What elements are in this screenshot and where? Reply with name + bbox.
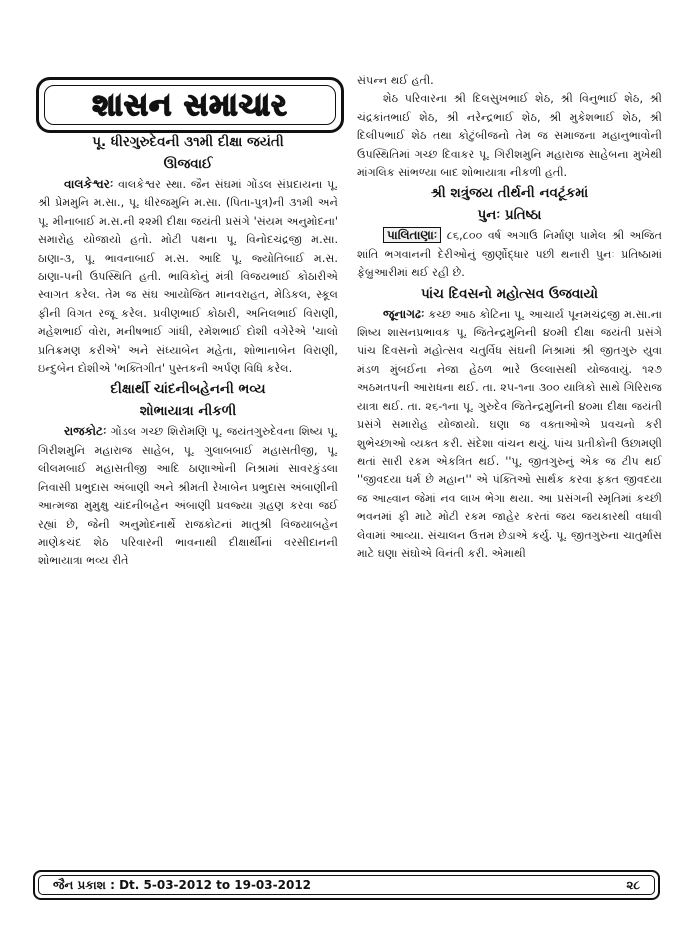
article4-heading: પાંચ દિવસનો મહોત્સવ ઉજવાયો: [421, 285, 598, 302]
masthead-title: શાસન સમાચાર: [92, 87, 288, 123]
article2-body: ગોંડલ ગચ્છ શિરોમણિ પૂ. જયંતગુરુદેવના શિષ્ય પૂ. ગિરીશમુનિ મહારાજ સાહેબ, પૂ. ગુલાબબાઈ મહાસતીજી, પૂ. લીલમબાઈ મહાસતીજી આદિ ઠાણાઓની નિશ્રામાં સાવરકુંડલા નિવાસી પ્રભુદાસ અંબાણી અને શ્રીમતી રેખાબેન પ્રભુદાસ અંબાણીની આત્મજા મુમુક્ષુ ચાંદનીબહેન અંબાણી પ્રવજ્યા ગ્રહણ કરવા જઈ રહ્યાં છે, જેની અનુમોદનાર્થે રાજકોટનાં માતુશ્રી વિજયાબહેન માણેકચંદ શેઠ પરિવારની ભાવનાથી દીક્ષાર્થીનાં વરસીદાનની શોભાયાત્રા ભવ્ય રીતે: [38, 425, 338, 568]
article2-heading-line2: શોભાયાત્રા નીકળી: [139, 403, 237, 420]
article2-place: રાજકોટઃ: [64, 424, 107, 439]
article2-heading-line1: દીક્ષાર્થી ચાંદનીબહેનની ભવ્ય: [110, 381, 266, 398]
footer-publication: જૈન પ્રકાશ : Dt. 5-03-2012 to 19-03-2012: [53, 877, 312, 892]
article3-paragraph: [357, 226, 662, 282]
article1-body: વાલકેશ્વર સ્થા. જૈન સંઘમાં ગોંડલ સંપ્રદાયના પૂ. શ્રી પ્રેમમુનિ મ.સા., પૂ. ધીરજમુનિ મ.સા. (પિતા-પુત્ર)ની ૩૧મી અને પૂ. મીનાબાઈ મ.સ.ની ૨૨મી દીક્ષા જયંતી પ્રસંગે 'સંયમ અનુમોદના' સમારોહ યોજાયો હતો. મોટી પક્ષના પૂ. વિનોદચંદ્રજી મ.સા. ઠાણા-૩, પૂ. ભાવનાબાઈ મ.સ. આદિ પૂ. જ્યોતિબાઈ મ.સ. ઠાણા-૫ની ઉપસ્થિતિ હતી. ભાવિકોનું મંત્રી વિજયભાઈ કોઠારીએ સ્વાગત કરેલ. તેમ જ સંઘ આયોજિત માનવરાહત, મેડિકલ, સ્કૂલ ફીની વિગત રજૂ કરેલ. પ્રવીણભાઈ કોઠારી, અનિલભાઈ વિરાણી, મહેશભાઈ વોરા, મનીષભાઈ ગાંધી, રમેશભાઈ દોશી વગેરેએ 'ચાલો પ્રતિક્રમણ કરીએ' અને સંધ્યાબેન મહેતા, શોભાનાબેન વિરાણી, ઇન્દુબેન દોશીએ 'ભક્તિગીત' પુસ્તકની અર્પણ વિધિ કરેલ.: [38, 178, 338, 376]
article3-place: પાલિતાણાઃ: [383, 227, 441, 243]
article2-paragraph: [38, 422, 338, 570]
article2-continuation: સંપન્ન થઈ હતી.: [357, 74, 434, 87]
article3-heading-line2: પુનઃ પ્રતિષ્ઠા: [477, 207, 542, 224]
footer-bar: [33, 870, 660, 900]
left-column: [38, 85, 338, 571]
article4-body: કચ્છ આઠ કોટિના પૂ. આચાર્ય પૂનમચંદ્રજી મ.સા.ના શિષ્ય શાસનપ્રભાવક પૂ. જિતેન્દ્રમુનિની ૪૦મી દીક્ષા જયંતી પ્રસંગે પાંચ દિવસનો મહોત્સવ ચતુર્વિધ સંઘની નિશ્રામાં શ્રી જીતગુરુ યુવા મંડળ મુંબઈના નેજા હેઠળ ભારે ઉલ્લાસથી યોજવાયું. ૧૨૭ અઠમતપની આરાધના થઈ. તા. ૨૫-૧ના ૩૦૦ યાત્રિકો સાથે ગિરિરાજ યાત્રા થઈ. તા. ૨૬-૧ના પૂ. ગુરુદેવ જિતેન્દ્રમુનિની ૪૦મા દીક્ષા જયંતી પ્રસંગે સમારોહ યોજાયો. ઘણા જ વક્તાઓએ પ્રવચનો કરી શુભેચ્છાઓ વ્યક્ત કરી. સંદેશા વાંચન થયું. પાંચ પ્રતીકોની ઉછામણી થતાં સારી રકમ એકત્રિત થઈ. ''પૂ. જીતગુરુનું એક જ ટીપ થઈ ''જીવદયા ધર્મ છે મહાન'' એ પંક્તિઓ સાર્થક કરવા ફક્ત જીવદયા જ આહ્વાન જેમાં નવ લાખ ભેગા થયા. આ પ્રસંગની સ્મૃતિમાં કચ્છી ભવનમાં ફી માટે મોટી રકમ જાહેર કરતાં જય જયકારથી વધાવી લેવામાં આવ્યા. સંચાલન ઉત્તમ છેડાએ કર્યુ. પૂ. જીતગુરુના ચાતુર્માસ માટે ઘણા સંઘોએ વિનંતી કરી. એમાથી: [357, 307, 663, 560]
article2-paragraph2: શેઠ પરિવારના શ્રી દિલસુખભાઈ શેઠ, શ્રી વિનુભાઈ શેઠ, શ્રી ચંદ્રકાંતભાઈ શેઠ, શ્રી નરેન્દ્રભાઈ શેઠ, શ્રી મુકેશભાઈ શેઠ, શ્રી દિલીપભાઈ શેઠ તથા કોટુંબીજનો તેમ જ સમાજના મહાનુભાવોની ઉપસ્થિતિમાં ગચ્છ દિવાકર પૂ. ગિરીશમુનિ મહારાજ સાહેબના મુખેથી માંગલિક સાંભળ્યા બાદ શોભાયાત્રા નીકળી હતી.: [357, 92, 662, 180]
right-column: [357, 72, 662, 563]
footer-page-number: ૨૮: [626, 877, 640, 892]
article3-heading-line1: શ્રી શત્રુંજય તીર્થની નવટૂંકમાં: [430, 185, 589, 202]
article1-heading-line1: પૂ. ધીરગુરુદેવની ૩૧મી દીક્ષા જયંતી: [92, 134, 284, 150]
article3-body: ૮૬,૮૦૦ વર્ષ અગાઉ નિર્માણ પામેલ શ્રી અજિત શાંતિ ભગવાનની દેરીઓનું જીર્ણોદ્ધાર પછી થનારી પુનઃ પ્રતિષ્ઠામાં ફેબ્રુઆરીમાં થઈ રહી છે.: [357, 229, 662, 280]
footer-inner-frame: [38, 875, 655, 895]
article1-paragraph: [38, 175, 338, 378]
article4-place: જૂનાગઢઃ: [383, 306, 425, 321]
article1-place: વાલકેશ્વરઃ: [64, 177, 114, 191]
article4-paragraph: [357, 305, 662, 564]
article1-heading-line2: ઊજવાઈ: [163, 156, 213, 172]
